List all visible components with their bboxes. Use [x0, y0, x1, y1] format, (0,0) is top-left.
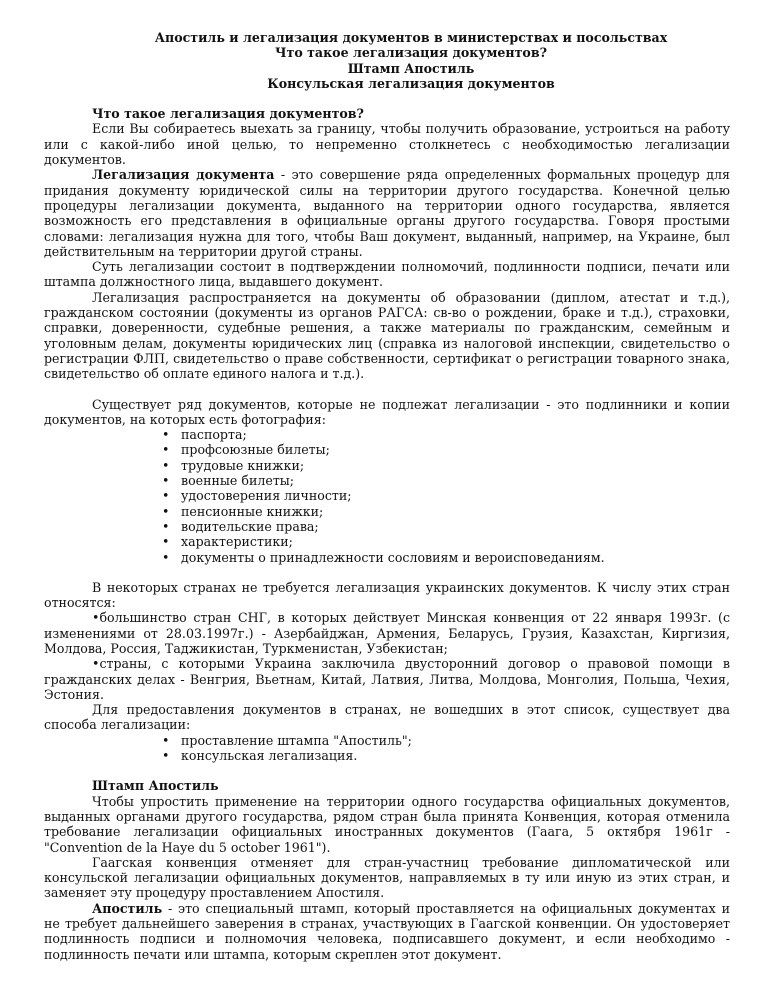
- paragraph-definition: Апостиль - это специальный штамп, который проставляется на официальных документах и не требует дальнейшего заверения в странах, участвующих в Гаагской конвенции. Он удостоверяет подлинность подписи и полномочия человека, подписавшего документ, и если необходимо - подлинность печати или штампа, которым скреплен этот документ.: [44, 900, 730, 962]
- paragraph: Чтобы упростить применение на территории одного государства официальных документов, выданных органами другого государства, рядом стран была принята Конвенция, которая отменила требование легализации официальных иностранных документов (Гаага, 5 октября 1961г - "Convention de la Haye du 5 october 1961").: [44, 793, 730, 855]
- paragraph-bullet: •страны, с которыми Украина заключила двусторонний договор о правовой помощи в гражданских делах - Венгрия, Вьетнам, Китай, Латвия, Литва, Молдова, Монголия, Польша, Чехия, Эстония.: [44, 656, 730, 702]
- paragraph: Гаагская конвенция отменяет для стран-участниц требование дипломатической или консульской легализации официальных документов, направляемых в ту или иную из этих стран, и заменяет эту процедуру проставлением Апостиля.: [44, 854, 730, 901]
- bullet: •: [162, 748, 170, 764]
- bullet: •: [162, 534, 170, 550]
- exempt-documents-list: [44, 427, 730, 565]
- header-line-4: Консульская легализация документов: [267, 75, 555, 91]
- paragraph-definition: Легализация документа - это совершение ряда определенных формальных процедур для придания документу юридической силы на территории другого государства. Конечной целью процедуры легализации документа, выданного на территории одного государства, является возможность его представления в официальные органы другого государства. Говоря простыми словами: легализация нужна для того, чтобы Ваш документ, выданный, например, на Украине, был действительным на территории другой страны.: [44, 167, 730, 259]
- bullet: •: [162, 518, 170, 534]
- term-legalization: Легализация документа: [92, 167, 275, 183]
- legalization-ways-list: [44, 733, 730, 764]
- list-item: • трудовые книжки;: [162, 457, 305, 473]
- list-item: • профсоюзные билеты;: [162, 442, 330, 458]
- list-item: • проставление штампа "Апостиль";: [162, 732, 412, 748]
- header-line-1: Апостиль и легализация документов в министерствах и посольствах: [154, 30, 668, 45]
- paragraph: Для предоставления документов в странах, не вошедших в этот список, существует два способа легализации:: [44, 702, 730, 733]
- list-item: • военные билеты;: [162, 473, 295, 489]
- bullet: •: [162, 549, 170, 565]
- bullet: •: [92, 656, 100, 672]
- list-item: • характеристики;: [162, 534, 293, 550]
- paragraph-bullet: •большинство стран СНГ, в которых действует Минская конвенция от 22 января 1993г. (с изменениями от 28.03.1997г.) - Азербайджан, Армения, Беларусь, Грузия, Казахстан, Киргизия, Молдова, Россия, Таджикистан, Туркменистан, Узбекистан;: [44, 610, 730, 656]
- header-line-2: Что такое легализация документов?: [275, 45, 547, 61]
- list-item: • удостоверения личности;: [162, 488, 352, 504]
- bullet: •: [162, 488, 170, 504]
- list-item: • документы о принадлежности сословиям и вероисповеданиям.: [162, 549, 605, 565]
- bullet: •: [162, 503, 170, 519]
- list-item: • паспорта;: [162, 427, 247, 443]
- list-item: • пенсионные книжки;: [162, 503, 324, 519]
- term-apostille: Апостиль: [92, 900, 163, 916]
- bullet: •: [162, 457, 170, 473]
- list-item: • консульская легализация.: [162, 748, 358, 764]
- bullet: •: [162, 442, 170, 458]
- section-title-apostille: Штамп Апостиль: [92, 778, 219, 794]
- doc-header: [92, 30, 730, 91]
- paragraph: Существует ряд документов, которые не подлежат легализации - это подлинники и копии документов, на которых есть фотография:: [44, 396, 730, 427]
- header-line-3: Штамп Апостиль: [347, 60, 475, 76]
- bullet: •: [162, 473, 170, 489]
- paragraph: В некоторых странах не требуется легализация украинских документов. К числу этих стран относятся:: [44, 579, 730, 611]
- paragraph: Легализация распространяется на документы об образовании (диплом, атестат и т.д.), гражданском состоянии (документы из органов РАГСА: св-во о рождении, браке и т.д.), страховки, справки, доверенности, судебные решения, а также материалы по гражданским, семейным и уголовным делам, документы юридических лиц (справка из налоговой инспекции, свидетельство о регистрации ФЛП, свидетельство о праве собственности, сертификат о регистрации товарного знака, свидетельство об оплате единого налога и т.д.).: [44, 289, 730, 382]
- list-item: • водительские права;: [162, 518, 319, 534]
- bullet: •: [162, 732, 170, 748]
- section-title-legalization: Что такое легализация документов?: [92, 106, 364, 122]
- bullet: •: [92, 610, 100, 626]
- bullet: •: [162, 427, 170, 443]
- paragraph: Суть легализации состоит в подтверждении полномочий, подлинности подписи, печати или штампа должностного лица, выдавшего документ.: [44, 259, 730, 290]
- paragraph: Если Вы собираетесь выехать за границу, чтобы получить образование, устроиться на работу или с какой-либо иной целью, то непременно столкнетесь с необходимостью легализации документов.: [44, 121, 730, 168]
- document-page: [44, 30, 730, 962]
